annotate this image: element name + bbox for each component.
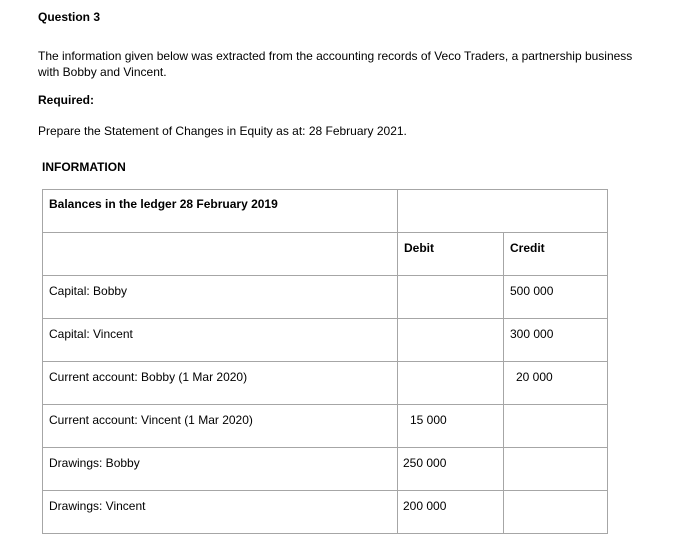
row-debit: 250 000 xyxy=(398,448,504,491)
table-row xyxy=(43,448,608,491)
table-row xyxy=(43,362,608,405)
row-credit: 300 000 xyxy=(504,319,608,362)
required-label: Required: xyxy=(38,93,95,107)
row-description: Current account: Bobby (1 Mar 2020) xyxy=(43,362,398,405)
table-row xyxy=(43,405,608,448)
row-debit: 15 000 xyxy=(398,405,504,448)
row-credit xyxy=(504,491,608,534)
row-description: Drawings: Vincent xyxy=(43,491,398,534)
question-title: Question 3 xyxy=(38,10,101,24)
row-debit xyxy=(398,276,504,319)
ledger-table xyxy=(42,189,608,534)
row-credit: 20 000 xyxy=(504,362,608,405)
row-credit: 500 000 xyxy=(504,276,608,319)
header-credit: Credit xyxy=(504,233,608,276)
row-credit xyxy=(504,405,608,448)
row-debit xyxy=(398,362,504,405)
header-debit: Debit xyxy=(398,233,504,276)
row-description: Capital: Vincent xyxy=(43,319,398,362)
task-text: Prepare the Statement of Changes in Equity as at: 28 February 2021. xyxy=(38,124,407,138)
table-row xyxy=(43,276,608,319)
row-credit xyxy=(504,448,608,491)
table-row xyxy=(43,491,608,534)
row-description: Capital: Bobby xyxy=(43,276,398,319)
ledger-title-blank-cell xyxy=(398,190,608,233)
ledger-title: Balances in the ledger 28 February 2019 xyxy=(43,190,398,233)
row-description: Drawings: Bobby xyxy=(43,448,398,491)
table-row xyxy=(43,319,608,362)
row-description: Current account: Vincent (1 Mar 2020) xyxy=(43,405,398,448)
header-description xyxy=(43,233,398,276)
information-heading: INFORMATION xyxy=(42,160,126,174)
ledger-title-row xyxy=(43,190,608,233)
intro-paragraph: The information given below was extracted from the accounting records of Veco Traders, a partnership business with Bobby and Vincent. xyxy=(38,49,633,79)
ledger-header-row xyxy=(43,233,608,276)
row-debit: 200 000 xyxy=(398,491,504,534)
row-debit xyxy=(398,319,504,362)
